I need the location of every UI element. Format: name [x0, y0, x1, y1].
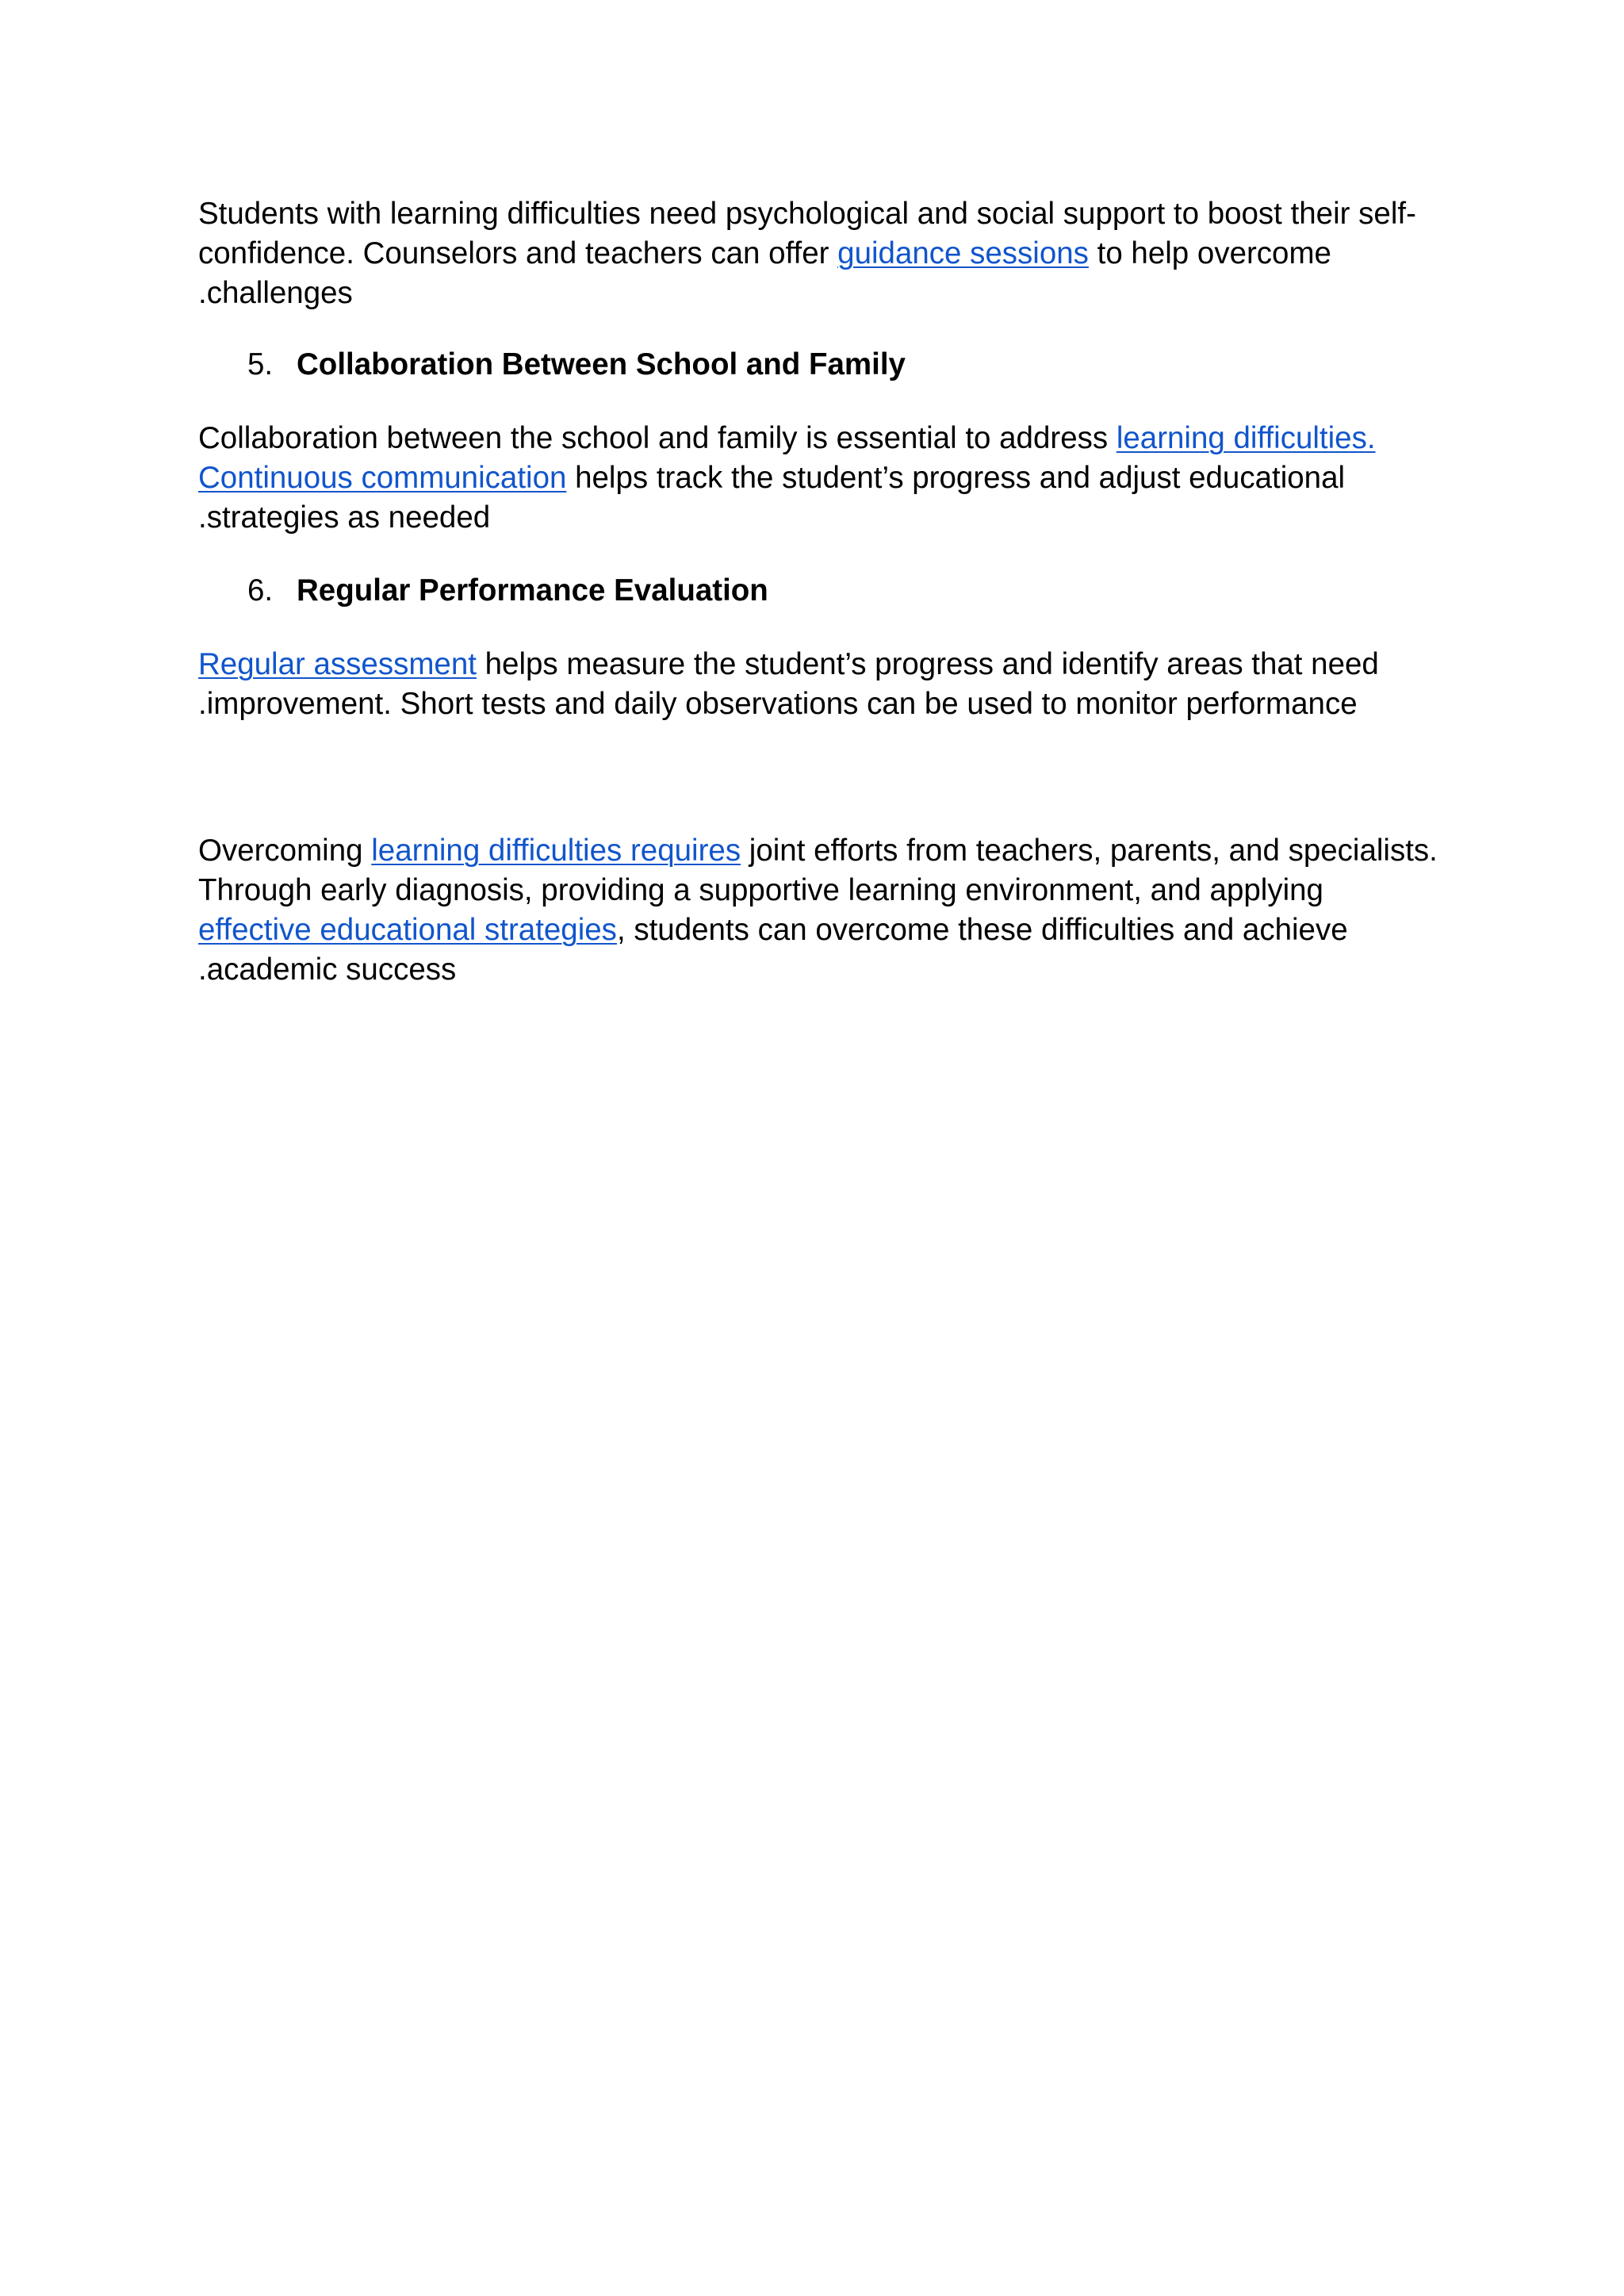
- text-segment: joint efforts from teachers, parents, and specialists.: [741, 834, 1438, 868]
- learning-difficulties-link[interactable]: learning difficulties.: [1116, 421, 1376, 455]
- heading-title: Collaboration Between School and Family: [297, 347, 906, 381]
- text-line: [198, 910, 1438, 950]
- heading-title: Regular Performance Evaluation: [297, 573, 768, 608]
- text-line: [198, 419, 1376, 458]
- text-segment: Collaboration between the school and family is essential to address: [198, 421, 1116, 455]
- text-line: .strategies as needed: [198, 500, 491, 535]
- list-number: 6.: [247, 573, 274, 608]
- section-heading-collaboration: [247, 345, 906, 385]
- continuous-communication-link[interactable]: Continuous communication: [198, 461, 567, 495]
- paragraph-evaluation: [198, 645, 1379, 724]
- paragraph-conclusion: [198, 831, 1438, 990]
- text-line: .improvement. Short tests and daily observations can be used to monitor performance: [198, 687, 1358, 721]
- regular-assessment-link[interactable]: Regular assessment: [198, 647, 477, 681]
- text-line: [198, 234, 1416, 274]
- paragraph-support: [198, 194, 1416, 313]
- section-heading-evaluation: [247, 571, 768, 611]
- text-segment: to help overcome: [1088, 236, 1331, 270]
- text-line: [198, 831, 1438, 871]
- effective-educational-strategies-link[interactable]: effective educational strategies: [198, 913, 617, 947]
- text-segment: , students can overcome these difficulties and achieve: [616, 913, 1348, 947]
- list-number: 5.: [247, 347, 274, 381]
- text-line: [198, 458, 1376, 498]
- text-line: .challenges: [198, 276, 353, 310]
- text-segment: Overcoming: [198, 834, 372, 868]
- text-line: Through early diagnosis, providing a supportive learning environment, and applying: [198, 873, 1323, 907]
- text-line: .academic success: [198, 953, 457, 987]
- text-line: Students with learning difficulties need psychological and social support to boost their self-: [198, 197, 1416, 231]
- text-segment: helps measure the student’s progress and identify areas that need: [476, 647, 1379, 681]
- guidance-sessions-link[interactable]: guidance sessions: [837, 236, 1089, 270]
- learning-difficulties-requires-link[interactable]: learning difficulties requires: [371, 834, 741, 868]
- text-line: [198, 645, 1379, 684]
- paragraph-collaboration: [198, 419, 1376, 538]
- text-segment: confidence. Counselors and teachers can offer: [198, 236, 838, 270]
- text-segment: helps track the student’s progress and adjust educational: [566, 461, 1346, 495]
